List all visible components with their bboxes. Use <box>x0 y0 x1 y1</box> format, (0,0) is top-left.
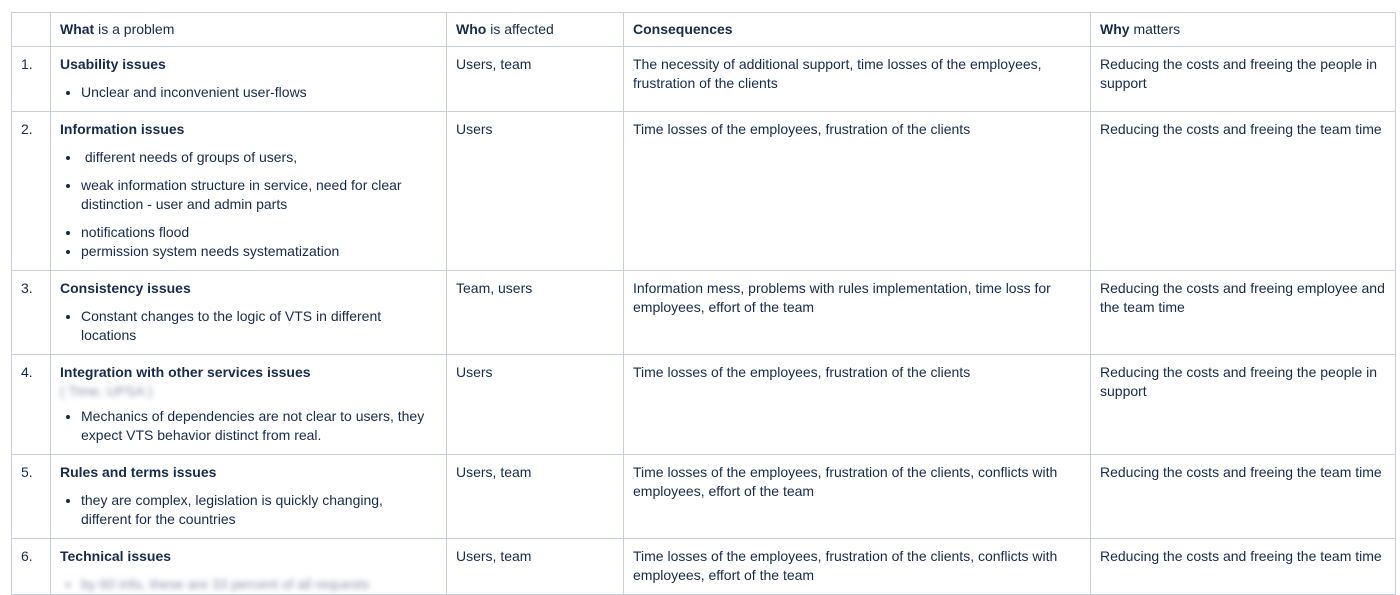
consequences-cell: Information mess, problems with rules implementation, time loss for employees, effort of the team <box>624 271 1091 355</box>
row-number: 2. <box>12 112 51 271</box>
row-number: 4. <box>12 355 51 455</box>
header-what-rest: is a problem <box>94 21 175 37</box>
who-cell: Users, team <box>447 539 624 595</box>
problem-cell <box>51 112 447 271</box>
problem-bullets-blurred <box>60 575 437 594</box>
problem-title: Technical issues <box>60 548 172 564</box>
problem-title: Integration with other services issues <box>60 364 311 380</box>
table-header-row <box>12 13 1396 47</box>
problem-cell <box>51 455 447 539</box>
consequences-cell: Time losses of the employees, frustration of the clients <box>624 355 1091 455</box>
header-num <box>12 13 51 47</box>
consequences-cell: The necessity of additional support, time losses of the employees, frustration of the clients <box>624 47 1091 112</box>
list-item: • they are complex, legislation is quickly changing, different for the countries <box>81 491 437 529</box>
who-cell: Team, users <box>447 271 624 355</box>
list-item: • different needs of groups of users, <box>81 148 437 167</box>
header-what <box>51 13 447 47</box>
table-row <box>12 112 1396 271</box>
list-item: • notifications flood <box>81 223 437 242</box>
problem-bullets <box>60 83 437 102</box>
why-cell: Reducing the costs and freeing employee and the team time <box>1091 271 1396 355</box>
problem-bullets <box>60 307 437 345</box>
header-why-rest: matters <box>1129 21 1181 37</box>
header-what-bold: What <box>60 21 95 37</box>
why-cell: Reducing the costs and freeing the team time <box>1091 455 1396 539</box>
blurred-subtitle: ( Time, UPSA ) <box>60 383 153 399</box>
table-row <box>12 47 1396 112</box>
problem-title: Consistency issues <box>60 280 191 296</box>
table-row <box>12 539 1396 595</box>
list-item: • by 60 info, these are 33 percent of all requests <box>81 575 437 594</box>
consequences-cell: Time losses of the employees, frustration of the clients, conflicts with employees, effort of the team <box>624 539 1091 595</box>
header-who-rest: is affected <box>486 21 554 37</box>
header-consequences <box>624 13 1091 47</box>
problems-table <box>11 12 1396 595</box>
table-row <box>12 455 1396 539</box>
row-number: 3. <box>12 271 51 355</box>
problem-cell <box>51 539 447 595</box>
table-row <box>12 355 1396 455</box>
consequences-cell: Time losses of the employees, frustration of the clients <box>624 112 1091 271</box>
problem-title: Usability issues <box>60 56 166 72</box>
who-cell: Users, team <box>447 455 624 539</box>
problem-bullets <box>60 148 437 261</box>
row-number: 6. <box>12 539 51 595</box>
why-cell: Reducing the costs and freeing the team time <box>1091 539 1396 595</box>
list-item: • weak information structure in service, need for clear distinction - user and admin parts <box>81 176 437 214</box>
problem-cell <box>51 47 447 112</box>
why-cell: Reducing the costs and freeing the team time <box>1091 112 1396 271</box>
list-item: • Unclear and inconvenient user-flows <box>81 83 437 102</box>
problem-cell <box>51 271 447 355</box>
list-item: • permission system needs systematization <box>81 242 437 261</box>
why-cell: Reducing the costs and freeing the people in support <box>1091 355 1396 455</box>
row-number: 1. <box>12 47 51 112</box>
header-why <box>1091 13 1396 47</box>
who-cell: Users <box>447 112 624 271</box>
header-who <box>447 13 624 47</box>
problem-title: Information issues <box>60 121 185 137</box>
problem-cell <box>51 355 447 455</box>
table-row <box>12 271 1396 355</box>
header-consequences-bold: Consequences <box>633 21 733 37</box>
why-cell: Reducing the costs and freeing the people in support <box>1091 47 1396 112</box>
list-item: • Constant changes to the logic of VTS in different locations <box>81 307 437 345</box>
problem-bullets <box>60 407 437 445</box>
list-item: • Mechanics of dependencies are not clear to users, they expect VTS behavior distinct from real. <box>81 407 437 445</box>
problem-title: Rules and terms issues <box>60 464 217 480</box>
who-cell: Users, team <box>447 47 624 112</box>
consequences-cell: Time losses of the employees, frustration of the clients, conflicts with employees, effort of the team <box>624 455 1091 539</box>
header-who-bold: Who <box>456 21 487 37</box>
header-why-bold: Why <box>1100 21 1130 37</box>
who-cell: Users <box>447 355 624 455</box>
row-number: 5. <box>12 455 51 539</box>
problem-bullets <box>60 491 437 529</box>
